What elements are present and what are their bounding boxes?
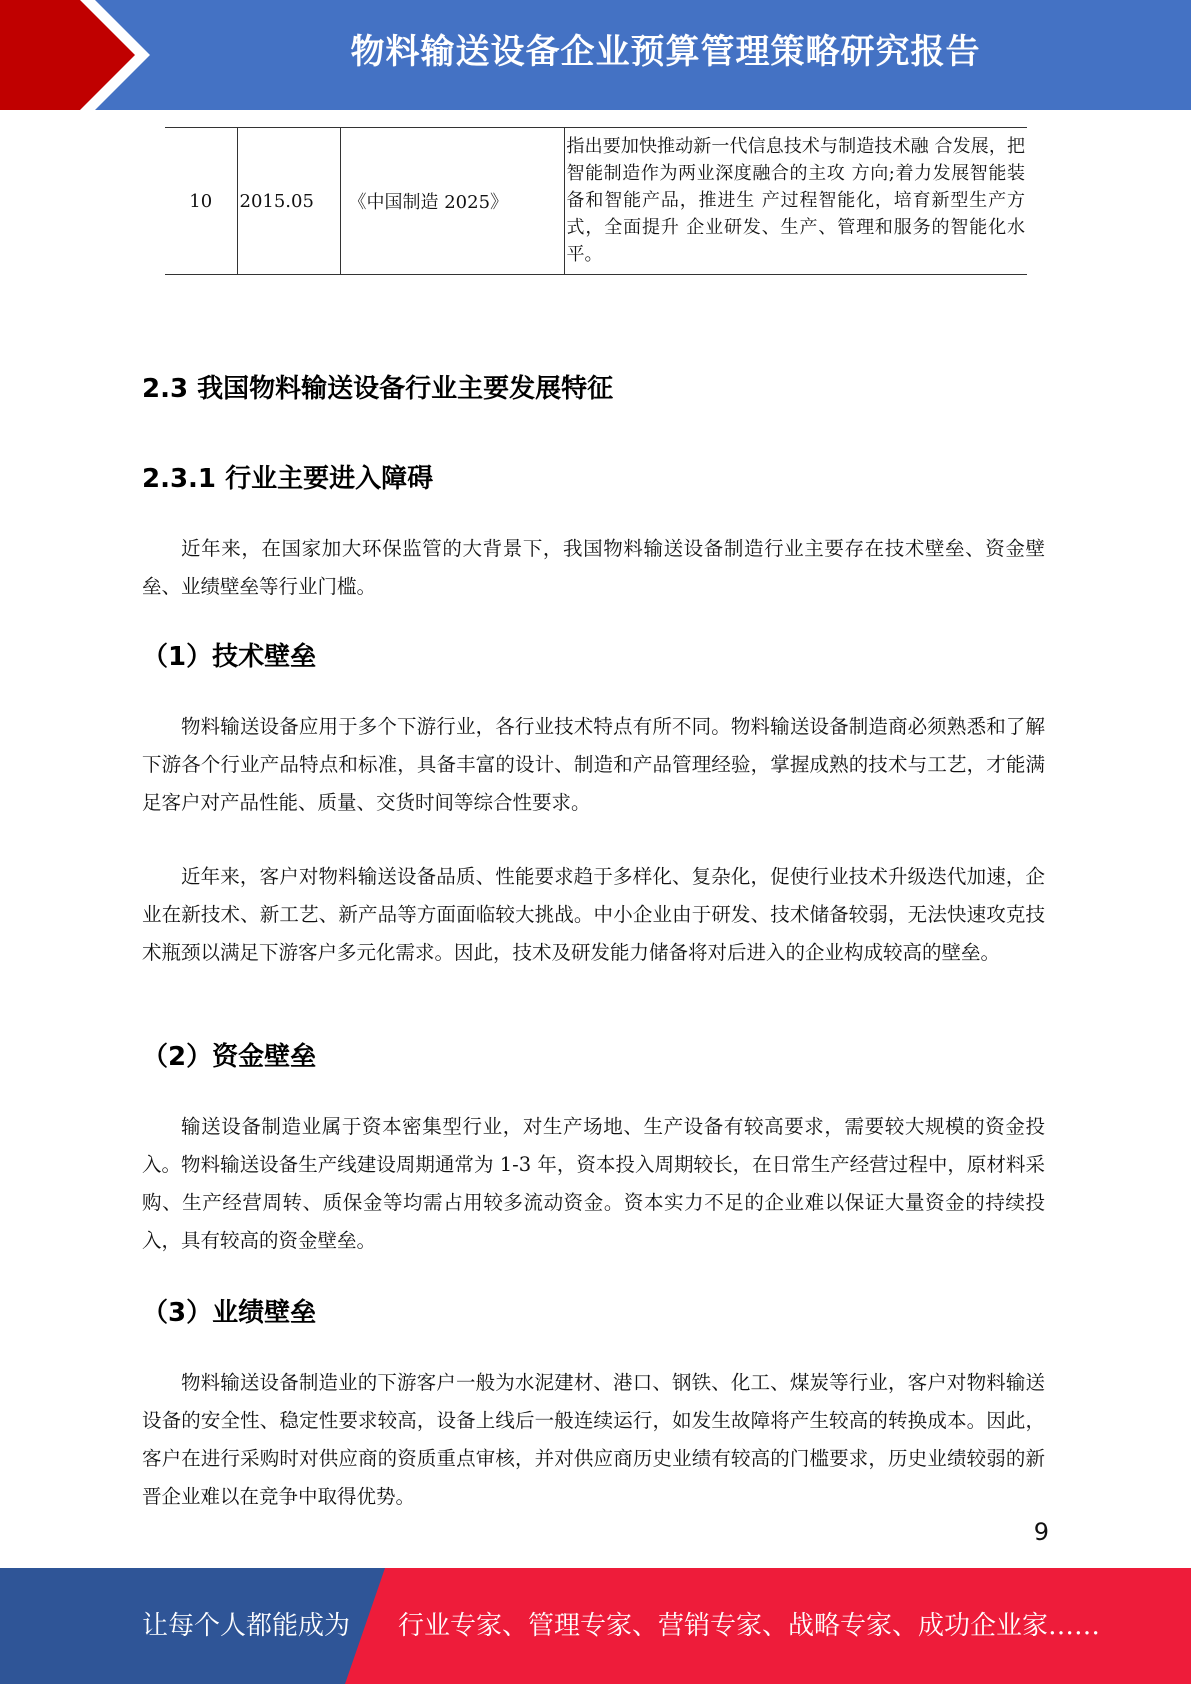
heading-tech-barrier: （1）技术壁垒 — [142, 642, 317, 672]
capital-paragraph: 输送设备制造业属于资本密集型行业，对生产场地、生产设备有较高要求，需要较大规模的资金投入。物料输送设备生产线建设周期通常为 1-3 年，资本投入周期较长，在日常生产经营过程中，原材料采购、生产经营周转、质保金等均需占用较多流动资金。资本实力不足的企业难以保证大量资金的持续投入，具有较高的资金壁垒。 — [142, 1115, 1045, 1252]
tech-paragraph-1: 物料输送设备应用于多个下游行业，各行业技术特点有所不同。物料输送设备制造商必须熟悉和了解下游各个行业产品特点和标准，具备丰富的设计、制造和产品管理经验，掌握成熟的技术与工艺，才能满足客户对产品性能、质量、交货时间等综合性要求。 — [142, 715, 1045, 814]
heading-capital-barrier: （2）资金壁垒 — [142, 1042, 317, 1072]
report-title: 物料输送设备企业预算管理策略研究报告 — [350, 32, 981, 72]
header-arrow-decoration — [0, 0, 160, 110]
section-heading: 2.3 我国物料输送设备行业主要发展特征 — [142, 374, 614, 404]
table-cell-no: 10 — [165, 128, 237, 275]
performance-paragraph: 物料输送设备制造业的下游客户一般为水泥建材、港口、钢铁、化工、煤炭等行业，客户对物料输送设备的安全性、稳定性要求较高，设备上线后一般连续运行，如发生故障将产生较高的转换成本。因此，客户在进行采购时对供应商的资质重点审核，并对供应商历史业绩有较高的门槛要求，历史业绩较弱的新晋企业难以在竞争中取得优势。 — [142, 1371, 1045, 1508]
page-number: 9 — [1033, 1518, 1049, 1546]
footer-slogan-right: 行业专家、管理专家、营销专家、战略专家、成功企业家…… — [398, 1611, 1101, 1641]
tech-paragraph-2: 近年来，客户对物料输送设备品质、性能要求趋于多样化、复杂化，促使行业技术升级迭代加速，企业在新技术、新工艺、新产品等方面面临较大挑战。中小企业由于研发、技术储备较弱，无法快速攻克技术瓶颈以满足下游客户多元化需求。因此，技术及研发能力储备将对后进入的企业构成较高的壁垒。 — [142, 865, 1045, 964]
policy-table — [165, 127, 1027, 275]
table-cell-description: 指出要加快推动新一代信息技术与制造技术融 合发展，把智能制造作为两业深度融合的主攻 方向;着力发展智能装备和智能产品，推进生 产过程智能化，培育新型生产方式，全面提升 企业研发、生产、管理和服务的智能化水平。 — [564, 128, 1027, 275]
table-cell-name: 《中国制造 2025》 — [340, 128, 564, 275]
table-cell-date: 2015.05 — [237, 128, 340, 275]
page-footer — [0, 1568, 1191, 1684]
page-header — [0, 0, 1191, 110]
heading-performance-barrier: （3）业绩壁垒 — [142, 1298, 317, 1328]
intro-paragraph: 近年来，在国家加大环保监管的大背景下，我国物料输送设备制造行业主要存在技术壁垒、资金壁垒、业绩壁垒等行业门槛。 — [142, 537, 1045, 598]
subsection-heading: 2.3.1 行业主要进入障碍 — [142, 464, 434, 494]
table-row — [165, 128, 1027, 275]
footer-slogan-left: 让每个人都能成为 — [142, 1611, 351, 1641]
